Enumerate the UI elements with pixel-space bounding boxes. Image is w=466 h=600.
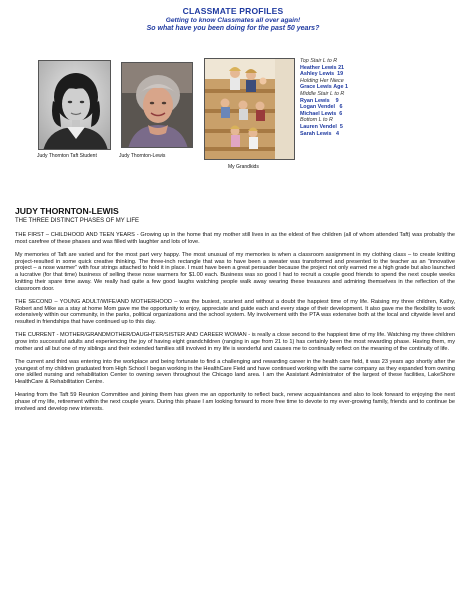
list-item <box>300 98 460 105</box>
grandkids-photo <box>204 58 295 160</box>
header-subtitle: Getting to know Classmates all over again! <box>165 17 301 24</box>
person-name: Lauren Vendel <box>300 123 337 130</box>
list-item <box>300 111 460 118</box>
person-name: Michael Lewis <box>300 110 337 117</box>
section-label: Top Stair L to R <box>300 58 338 64</box>
section-label: Middle Stair L to R <box>300 90 345 97</box>
grandkids-caption: My Grandkids <box>228 164 259 170</box>
person-age: Age 1 <box>333 84 348 91</box>
paragraph-second-phase: THE SECOND – YOUNG ADULT/WIFE/AND MOTHERHOOD – was the busiest, scariest and without a doubt the happiest time of my life. Raising my three children, Kathy, Robert and Mike as a stay at home Mom gave me the opportunity to enjoy, appreciate and guide each and every stage of their development. It also gave me the flexibility to work extensively within our community, in the parks, political organizations and the school system. My involvement with the PTA was extensive both at the local and citywide level and resulted in friendships that have continued up to this day. <box>15 298 455 326</box>
names-section-middle <box>300 91 460 117</box>
paragraph-taft-memories: My memories of Taft are varied and for the most part very happy. The most unusual of my memories is when a classroom assignment in my clothing class – to create knitting project-resulted in some quick creative thinking. The three-inch rectangle that was to have been a sweater was transformed and presented to the teacher as an “innovative project – a nose warmer” with four strings attached to hold it in place. I must have been a great persuader because the project not only earned me a high grade but also launched a lucrative (for that time) business of selling these nose warmers for $1.00 each. Business was so good I had to recruit a couple good friends to spend the next couple weeks knitting their spare time away. We really had quite a few good laughs watching people walk away wearing these treasures and admiring themselves in the reflection of the classroom door. <box>15 251 455 292</box>
paragraph-current-phase: THE CURRENT - MOTHER/GRANDMOTHER/DAUGHTER/SISTER AND CAREER WOMAN - is really a close second to the happiest time of my life. Watching my three children grow into successful adults and experiencing the joy of having eight grandchildren (ranging in age from 21 to 1) has certainly been the most rewarding phase. Having them, my mother and all but one of my siblings and their extended families still involved in my life is wonderful and causes me to continually reflect on the meaning of the continuity of life. <box>15 332 455 352</box>
page-header <box>0 6 466 32</box>
names-section-bottom <box>300 117 460 137</box>
paragraph-career: The current and third was entering into the workplace and being fortunate to find a challenging and rewarding career in the health care field, it was 23 years ago shortly after the youngest of my children graduated from High School I began working in the HealthCare Field and have continued working with the same company as they expanded from owning one skilled nursing and rehabilitation Center to owning seven throughout the Chicago land area. I am the Assistant Administrator of the largest of these facilities, LakeShore HealthCare & Rehabilitation Centre. <box>15 358 455 386</box>
header-title: CLASSMATE PROFILES <box>182 6 284 16</box>
person-age: 21 <box>338 64 345 71</box>
person-name: Grace Lewis <box>300 84 332 91</box>
article-title: JUDY THORNTON-LEWIS <box>15 206 119 216</box>
student-portrait-caption: Judy Thornton Taft Student <box>37 153 97 159</box>
list-item <box>300 104 460 111</box>
section-label: Holding Her Niece <box>300 77 344 84</box>
names-section-holding <box>300 78 460 91</box>
list-item <box>300 65 460 72</box>
section-label: Bottom L to R <box>300 117 333 124</box>
person-age: 6 <box>339 104 343 111</box>
person-name: Sarah Lewis <box>300 130 332 137</box>
person-name: Ashley Lewis <box>300 71 335 78</box>
person-name: Logan Vendel <box>300 104 336 111</box>
person-name: Heather Lewis <box>300 64 337 71</box>
current-portrait-caption: Judy Thornton-Lewis <box>119 153 166 159</box>
paragraph-reunion: Hearing from the Taft 59 Reunion Committee and joining them has given me an opportunity to reflect back, renew acquaintances and also to look forward to enjoying the next phase of my life, retirement within the next couple years. During this phase I am looking forward to more free time to devote to my ever-growing family, friends and to continue be involved and develop new interests. <box>15 392 455 412</box>
list-item <box>300 71 460 78</box>
article-subtitle: THE THREE DISTINCT PHASES OF MY LIFE <box>15 218 140 224</box>
person-age: 9 <box>335 97 339 104</box>
names-section-top <box>300 58 460 78</box>
grandkids-names-list <box>300 58 460 137</box>
person-name: Ryan Lewis <box>300 97 330 104</box>
student-portrait-photo <box>38 60 111 150</box>
person-age: 5 <box>339 123 343 130</box>
person-age: 4 <box>335 130 339 137</box>
person-age: 19 <box>337 71 344 78</box>
person-age: 6 <box>339 110 343 117</box>
current-portrait-photo <box>121 62 193 148</box>
list-item <box>300 84 460 91</box>
article-body <box>15 232 455 419</box>
header-question: So what have you been doing for the past 50 years? <box>146 25 320 32</box>
paragraph-first-phase: THE FIRST – CHILDHOOD AND TEEN YEARS - Growing up in the home that my mother still lives in as the eldest of five children (all of whom attended Taft) was probably the most carefree of these phases and was filled with laughter and lots of love. <box>15 232 455 245</box>
list-item <box>300 131 460 138</box>
list-item <box>300 124 460 131</box>
